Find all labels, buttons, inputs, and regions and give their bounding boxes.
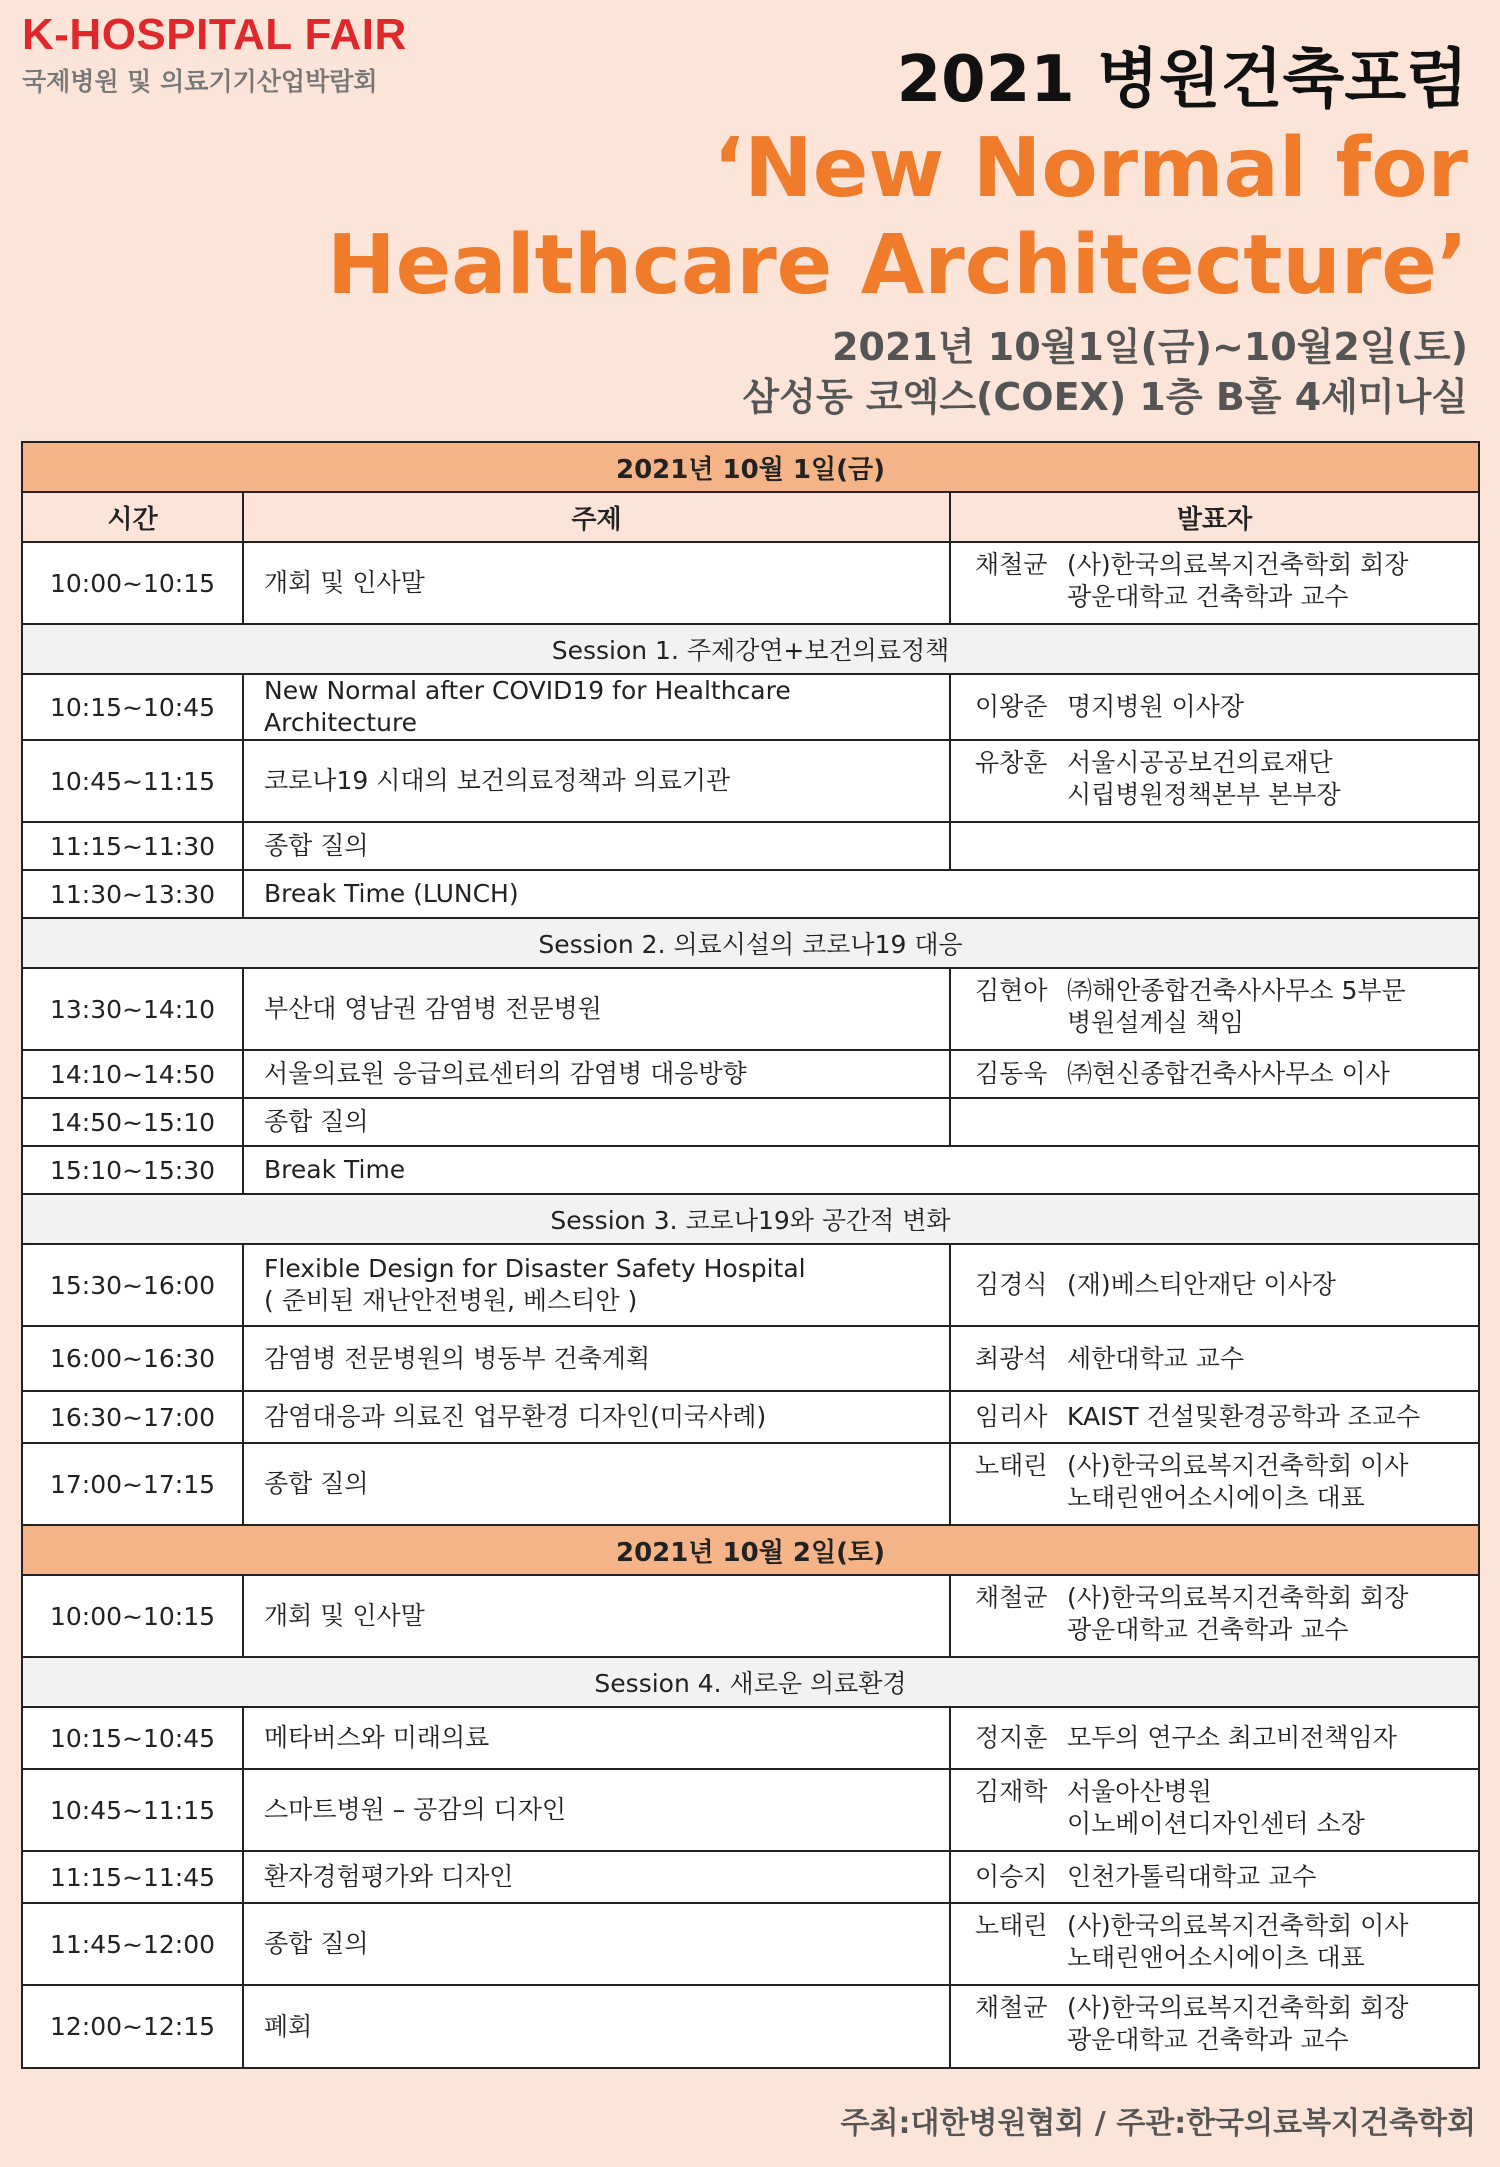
speaker-name: 노태린 <box>975 1451 1048 1480</box>
table-row <box>22 1707 1479 1769</box>
speaker-name: 정지훈 <box>975 1723 1048 1752</box>
topic-line-1: Flexible Design for Disaster Safety Hospital <box>264 1254 806 1283</box>
topic-cell: Break Time (LUNCH) <box>243 870 1479 918</box>
schedule-table <box>21 441 1480 2069</box>
day-header-row <box>22 1525 1479 1575</box>
speaker-cell <box>950 1575 1479 1657</box>
topic-line-2: ( 준비된 재난안전병원, 베스티안 ) <box>264 1286 638 1315</box>
session-title: Session 3. 코로나19와 공간적 변화 <box>22 1194 1479 1244</box>
affiliation-line-2: 이노베이션디자인센터 소장 <box>1067 1809 1365 1838</box>
speaker-info <box>975 1582 1478 1646</box>
organizer-footer: 주최:대한병원협회 / 주관:한국의료복지건축학회 <box>840 2106 1476 2141</box>
speaker-affiliation <box>1067 1058 1478 1090</box>
page-title: 2021 병원건축포럼 <box>896 43 1468 117</box>
affiliation-line-1: 모두의 연구소 최고비전책임자 <box>1067 1723 1397 1752</box>
topic-cell: 감염병 전문병원의 병동부 건축계획 <box>243 1326 950 1391</box>
session-row <box>22 1657 1479 1707</box>
topic-cell: 부산대 영남권 감염병 전문병원 <box>243 968 950 1050</box>
speaker-info <box>975 1910 1478 1974</box>
logo-subtitle: 국제병원 및 의료기기산업박람회 <box>22 67 378 96</box>
topic-cell: 종합 질의 <box>243 1098 950 1146</box>
day-label: 2021년 10월 2일(토) <box>22 1525 1479 1575</box>
speaker-affiliation <box>1067 1343 1478 1375</box>
speaker-affiliation <box>1067 747 1478 811</box>
session-title: Session 2. 의료시설의 코로나19 대응 <box>22 918 1479 968</box>
speaker-cell <box>950 740 1479 822</box>
time-cell: 10:45~11:15 <box>22 1769 243 1851</box>
affiliation-line-1: (재)베스티안재단 이사장 <box>1067 1270 1336 1299</box>
speaker-name: 김재학 <box>975 1777 1048 1806</box>
speaker-name: 임리사 <box>975 1402 1048 1431</box>
speaker-name: 이왕준 <box>975 692 1048 721</box>
day-header-row <box>22 442 1479 492</box>
speaker-cell <box>950 1443 1479 1525</box>
table-row <box>22 870 1479 918</box>
session-row <box>22 1194 1479 1244</box>
affiliation-line-1: (사)한국의료복지건축학회 회장 <box>1067 1583 1409 1612</box>
affiliation-line-2: 광운대학교 건축학과 교수 <box>1067 582 1349 611</box>
column-header-topic: 주제 <box>243 492 950 542</box>
topic-cell: 종합 질의 <box>243 822 950 870</box>
table-row <box>22 1098 1479 1146</box>
table-row <box>22 1769 1479 1851</box>
speaker-cell <box>950 1769 1479 1851</box>
time-cell: 13:30~14:10 <box>22 968 243 1050</box>
theme-line-1: ‘New Normal for <box>713 121 1468 216</box>
speaker-name: 유창훈 <box>975 748 1048 777</box>
affiliation-line-2: 광운대학교 건축학과 교수 <box>1067 1615 1349 1644</box>
speaker-info <box>975 975 1478 1039</box>
speaker-info <box>975 1401 1478 1433</box>
speaker-cell <box>950 968 1479 1050</box>
speaker-info <box>975 1450 1478 1514</box>
time-cell: 11:45~12:00 <box>22 1903 243 1985</box>
speaker-name: 최광석 <box>975 1343 1048 1373</box>
topic-cell: 서울의료원 응급의료센터의 감염병 대응방향 <box>243 1050 950 1098</box>
speaker-name: 채철균 <box>975 1583 1048 1612</box>
topic-cell: 메타버스와 미래의료 <box>243 1707 950 1769</box>
speaker-affiliation <box>1067 1722 1478 1754</box>
speaker-cell <box>950 1050 1479 1098</box>
affiliation-line-1: (사)한국의료복지건축학회 이사 <box>1067 1911 1409 1940</box>
table-row <box>22 1050 1479 1098</box>
table-row <box>22 1326 1479 1391</box>
affiliation-line-1: KAIST 건설및환경공학과 조교수 <box>1067 1402 1421 1431</box>
speaker-info <box>975 1343 1478 1375</box>
speaker-affiliation <box>1067 1861 1478 1893</box>
speaker-name: 이승지 <box>975 1862 1048 1891</box>
speaker-cell <box>950 674 1479 740</box>
speaker-info <box>975 747 1478 811</box>
session-title: Session 1. 주제강연+보건의료정책 <box>22 624 1479 674</box>
topic-cell <box>243 1244 950 1326</box>
topic-cell: 종합 질의 <box>243 1903 950 1985</box>
time-cell: 11:15~11:45 <box>22 1851 243 1903</box>
topic-cell: 환자경험평가와 디자인 <box>243 1851 950 1903</box>
time-cell: 15:10~15:30 <box>22 1146 243 1194</box>
speaker-name: 채철균 <box>975 550 1048 579</box>
affiliation-line-1: ㈜해안종합건축사사무소 5부문 <box>1067 976 1406 1005</box>
table-row <box>22 822 1479 870</box>
session-row <box>22 918 1479 968</box>
speaker-name: 김현아 <box>975 976 1048 1005</box>
speaker-affiliation <box>1067 1910 1478 1974</box>
time-cell: 10:45~11:15 <box>22 740 243 822</box>
speaker-name: 채철균 <box>975 1993 1048 2022</box>
column-header-row <box>22 492 1479 542</box>
affiliation-line-2: 노태린앤어소시에이츠 대표 <box>1067 1943 1365 1972</box>
topic-cell: 스마트병원 – 공감의 디자인 <box>243 1769 950 1851</box>
table-row <box>22 1443 1479 1525</box>
time-cell: 11:15~11:30 <box>22 822 243 870</box>
speaker-affiliation <box>1067 1992 1478 2056</box>
topic-cell: 종합 질의 <box>243 1443 950 1525</box>
speaker-info <box>975 1722 1478 1754</box>
speaker-cell <box>950 1326 1479 1391</box>
time-cell: 11:30~13:30 <box>22 870 243 918</box>
table-row <box>22 542 1479 624</box>
affiliation-line-2: 시립병원정책본부 본부장 <box>1067 780 1341 809</box>
session-title: Session 4. 새로운 의료환경 <box>22 1657 1479 1707</box>
theme-line-2: Healthcare Architecture’ <box>327 218 1468 313</box>
speaker-affiliation <box>1067 1450 1478 1514</box>
table-row <box>22 674 1479 740</box>
event-venue: 삼성동 코엑스(COEX) 1층 B홀 4세미나실 <box>742 375 1468 419</box>
affiliation-line-1: (사)한국의료복지건축학회 이사 <box>1067 1451 1409 1480</box>
time-cell: 17:00~17:15 <box>22 1443 243 1525</box>
speaker-info <box>975 1058 1478 1090</box>
affiliation-line-2: 광운대학교 건축학과 교수 <box>1067 2025 1349 2054</box>
page-header <box>327 40 1468 422</box>
affiliation-line-1: 세한대학교 교수 <box>1067 1343 1244 1373</box>
speaker-cell <box>950 822 1479 870</box>
speaker-cell <box>950 1903 1479 1985</box>
affiliation-line-1: ㈜현신종합건축사사무소 이사 <box>1067 1059 1390 1088</box>
table-row <box>22 1575 1479 1657</box>
table-row <box>22 1146 1479 1194</box>
column-header-speaker: 발표자 <box>950 492 1479 542</box>
topic-cell: New Normal after COVID19 for Healthcare Architecture <box>243 674 950 740</box>
time-cell: 10:15~10:45 <box>22 1707 243 1769</box>
table-row <box>22 1903 1479 1985</box>
table-row <box>22 968 1479 1050</box>
speaker-affiliation <box>1067 1776 1478 1840</box>
time-cell: 16:30~17:00 <box>22 1391 243 1443</box>
speaker-name: 김경식 <box>975 1270 1048 1299</box>
speaker-cell <box>950 1707 1479 1769</box>
speaker-affiliation <box>1067 1582 1478 1646</box>
affiliation-line-1: 인천가톨릭대학교 교수 <box>1067 1862 1317 1891</box>
time-cell: 10:00~10:15 <box>22 542 243 624</box>
speaker-cell <box>950 1244 1479 1326</box>
logo-title: K-HOSPITAL FAIR <box>22 10 407 59</box>
speaker-info <box>975 691 1478 723</box>
speaker-info <box>975 1861 1478 1893</box>
event-dates: 2021년 10월1일(금)~10월2일(토) <box>832 325 1468 369</box>
time-cell: 10:15~10:45 <box>22 674 243 740</box>
affiliation-line-1: 서울아산병원 <box>1067 1777 1212 1806</box>
speaker-name: 김동욱 <box>975 1059 1048 1088</box>
time-cell: 14:50~15:10 <box>22 1098 243 1146</box>
topic-cell: Break Time <box>243 1146 1479 1194</box>
time-cell: 10:00~10:15 <box>22 1575 243 1657</box>
speaker-cell <box>950 1391 1479 1443</box>
topic-cell: 코로나19 시대의 보건의료정책과 의료기관 <box>243 740 950 822</box>
table-row <box>22 1244 1479 1326</box>
time-cell: 14:10~14:50 <box>22 1050 243 1098</box>
topic-cell: 개회 및 인사말 <box>243 1575 950 1657</box>
column-header-time: 시간 <box>22 492 243 542</box>
affiliation-line-1: (사)한국의료복지건축학회 회장 <box>1067 1993 1409 2022</box>
speaker-info <box>975 1776 1478 1840</box>
table-row <box>22 1391 1479 1443</box>
speaker-name: 노태린 <box>975 1911 1048 1940</box>
speaker-cell <box>950 1098 1479 1146</box>
speaker-affiliation <box>1067 1401 1478 1433</box>
speaker-info <box>975 549 1478 613</box>
affiliation-line-1: (사)한국의료복지건축학회 회장 <box>1067 550 1409 579</box>
affiliation-line-1: 서울시공공보건의료재단 <box>1067 748 1333 777</box>
day-label: 2021년 10월 1일(금) <box>22 442 1479 492</box>
speaker-cell <box>950 1851 1479 1903</box>
speaker-info <box>975 1992 1478 2056</box>
affiliation-line-1: 명지병원 이사장 <box>1067 692 1244 721</box>
table-row <box>22 1985 1479 2068</box>
speaker-cell <box>950 1985 1479 2068</box>
topic-cell: 감염대응과 의료진 업무환경 디자인(미국사례) <box>243 1391 950 1443</box>
time-cell: 15:30~16:00 <box>22 1244 243 1326</box>
speaker-info <box>975 1269 1478 1301</box>
speaker-affiliation <box>1067 549 1478 613</box>
session-row <box>22 624 1479 674</box>
speaker-affiliation <box>1067 1269 1478 1301</box>
speaker-affiliation <box>1067 691 1478 723</box>
topic-cell: 폐회 <box>243 1985 950 2068</box>
table-row <box>22 1851 1479 1903</box>
speaker-cell <box>950 542 1479 624</box>
time-cell: 12:00~12:15 <box>22 1985 243 2068</box>
time-cell: 16:00~16:30 <box>22 1326 243 1391</box>
topic-cell: 개회 및 인사말 <box>243 542 950 624</box>
table-row <box>22 740 1479 822</box>
speaker-affiliation <box>1067 975 1478 1039</box>
affiliation-line-2: 병원설계실 책임 <box>1067 1008 1244 1037</box>
affiliation-line-2: 노태린앤어소시에이츠 대표 <box>1067 1483 1365 1512</box>
